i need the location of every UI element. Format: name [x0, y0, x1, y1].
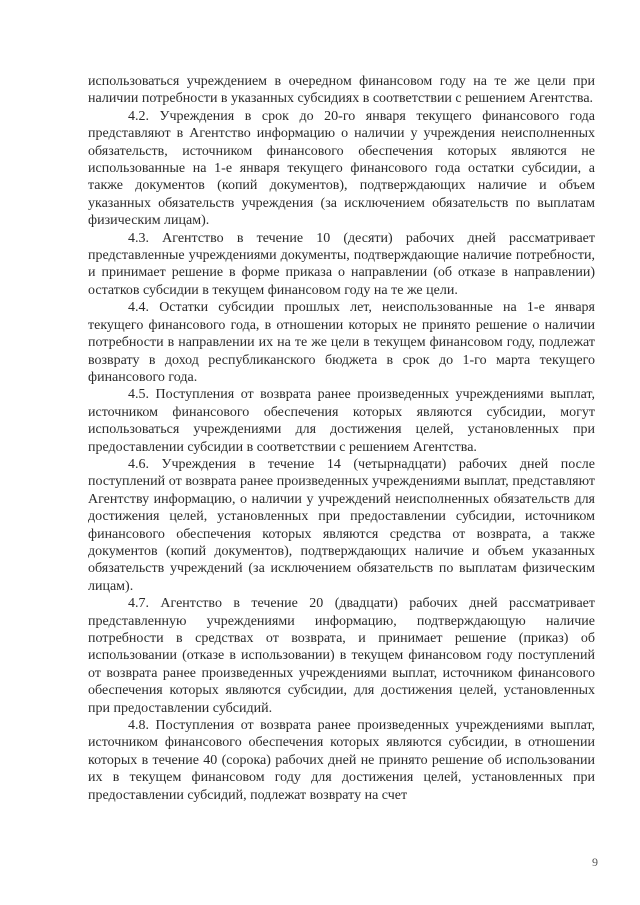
page-number: 9	[592, 855, 598, 869]
paragraph-4-7: 4.7. Агентство в течение 20 (двадцати) рабочих дней рассматривает представленную учреждениями информацию, подтверждающую наличие потребности в средствах от возврата, и принимает решение (приказ) об использовании (отказе в использовании) в текущем финансовом году поступлений от возврата ранее произведенных учреждениями выплат, источником финансового обеспечения которых являются субсидии, для достижения целей, установленных при предоставлении субсидий.	[88, 596, 595, 716]
paragraph-4-4: 4.4. Остатки субсидии прошлых лет, неиспользованные на 1-е января текущего финансового года, в отношении которых не принято решение о наличии потребности в направлении их на те же цели в текущем финансовом году, подлежат возврату в доход республиканского бюджета в срок до 1-го марта текущего финансового года.	[88, 300, 595, 385]
paragraph-4-3: 4.3. Агентство в течение 10 (десяти) рабочих дней рассматривает представленные учреждениями документы, подтверждающие наличие потребности, и принимает решение в форме приказа о направлении (об отказе в направлении) остатков субсидии в текущем финансовом году на те же цели.	[88, 230, 595, 298]
paragraph-4-6: 4.6. Учреждения в течение 14 (четырнадцати) рабочих дней после поступлений от возврата ранее произведенных учреждениями выплат, представляют Агентству информацию, о наличии у учреждений неисполненных обязательств для достижения целей, установленных при предоставлении субсидии, источником финансового обеспечения которых являются средства от возврата, а также документов (копий документов), подтверждающих наличие и объем указанных обязательств учреждений (за исключением обязательств по выплатам физическим лицам).	[88, 456, 595, 594]
paragraph-continuation: использоваться учреждением в очередном финансовом году на те же цели при наличии потребности в указанных субсидиях в соответствии с решением Агентства.	[88, 74, 595, 107]
paragraph-4-5: 4.5. Поступления от возврата ранее произведенных учреждениями выплат, источником финансового обеспечения которых являются субсидии, могут использоваться учреждениями для достижения целей, установленных при предоставлении субсидии в соответствии с решением Агентства.	[88, 387, 595, 455]
document-page	[88, 73, 595, 804]
paragraph-4-2: 4.2. Учреждения в срок до 20-го января текущего финансового года представляют в Агентство информацию о наличии у учреждения неисполненных обязательств, источником финансового обеспечения которых являются не использованные на 1-е января текущего финансового года остатки субсидии, а также документов (копий документов), подтверждающих наличие и объем указанных обязательств учреждения (за исключением обязательств по выплатам физическим лицам).	[88, 108, 595, 229]
paragraph-4-8: 4.8. Поступления от возврата ранее произведенных учреждениями выплат, источником финансового обеспечения которых являются субсидии, в отношении которых в течение 40 (сорока) рабочих дней не принято решение об использовании их в текущем финансовом году для достижения целей, установленных при предоставлении субсидий, подлежат возврату на счет	[88, 718, 595, 803]
